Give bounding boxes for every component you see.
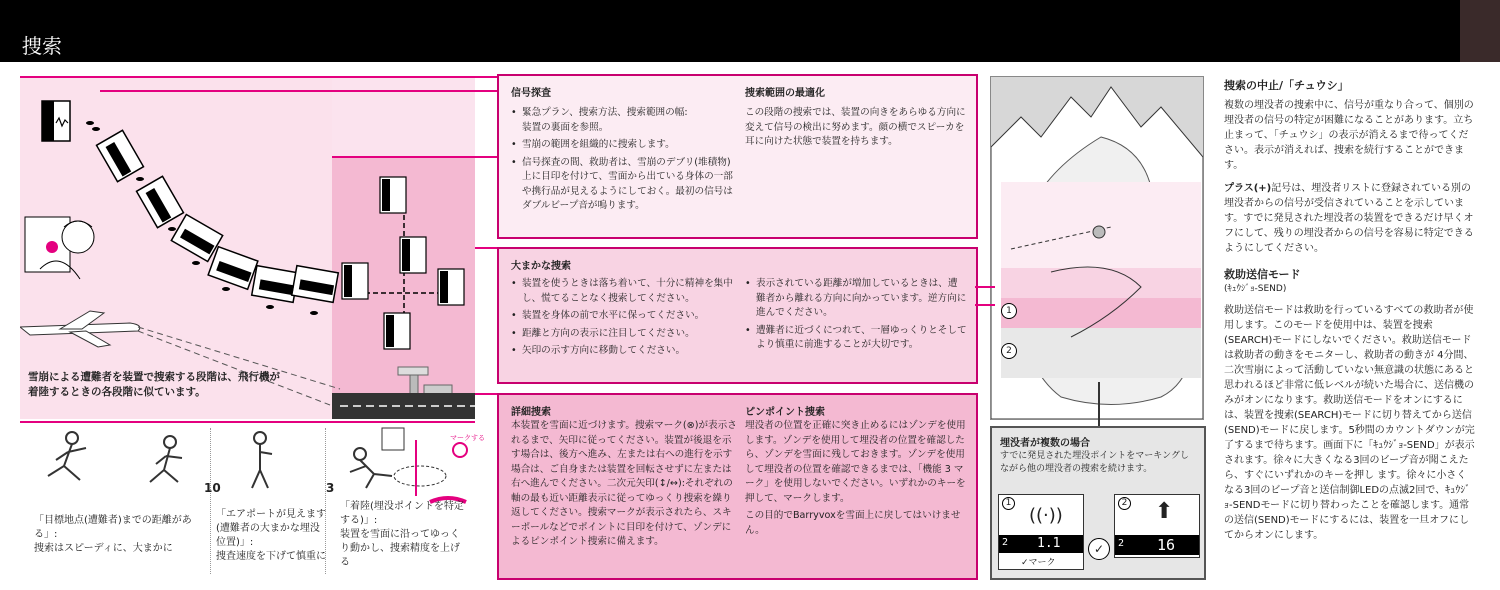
search-path-diagram xyxy=(20,77,475,419)
signal-icon: ((·)) xyxy=(1029,505,1063,526)
connector-2 xyxy=(332,156,497,158)
display-2-bar xyxy=(1115,535,1199,555)
fine-search-box xyxy=(497,393,978,580)
list-item: • 装置を使うときは落ち着いて、十分に精神を集中し、慌てることなく捜索してください。 xyxy=(511,277,739,306)
page-title: 捜索 xyxy=(22,34,62,58)
display-2-distance: 16 xyxy=(1157,536,1176,554)
marker-2: 2 xyxy=(1001,343,1017,359)
plus-symbol-body: 記号は、埋没者リストに登録されている別の埋没者からの信号が受信されていることを示しています。すでに発見された埋没者の装置をできるだけ早くオフにして、残りの埋没者からの信号を容易に特定できるようにしてください。 xyxy=(1224,183,1474,254)
coarse-search-list-right xyxy=(745,277,967,356)
connector-1 xyxy=(100,90,497,92)
check-arrow-icon: ✓ xyxy=(1088,538,1110,560)
list-item: • 信号探査の間、救助者は、雪崩のデブリ(堆積物)上に目印を付けて、雪面から出ている身体の一部や携行品が見えるようにしておく。最初の信号はダブルビープ音が鳴ります。 xyxy=(511,156,736,214)
list-item: • 遭難者に近づくにつれて、一層ゆっくりとそして より慎重に前進することが大切です。 xyxy=(745,324,967,353)
pinpoint-text: 埋没者の位置を正確に突き止めるにはゾンデを使用します。ゾンデを使用して埋没者の位置を確認したら、ゾンデを雪面に残しておきます。ゾンデを使用して埋没者の位置を確認できるまでは、「機能 3 マーク」を使用しないでください。いずれかのキーを押して、マークします。 xyxy=(745,420,966,504)
display-1-label: ✓マーク xyxy=(1021,558,1056,568)
rescue-send-text: 救助送信モードは救助を行っているすべての救助者が使用します。このモードを使用中は、装置を捜索(SEARCH)モードにしないでください。救助送信モードは救助者の動きをモニターし、救助者の動きが 4分間、二次雪崩によって活動していない無意識の状態にあると思われるほど非常に低レベルが続いた場合に、送信機のみがオンになります。救助送信モードをオンにするには、装置を捜索(SEARCH)モードに切り替えてから送信(SEND)モードに戻します。5秒間のカウントダウンが完了するまで待ちます。画面下に「ｷｭｳｼﾞｮ-SEND」が表示されます。徐々に大きくなる3回のビープ音が聞こえたら、すぐにいずれかのキーを押し ます。徐々に小さくなる3回のビープ音と送信制御LEDの点滅2回で、ｷｭｳｼﾞｮ-SENDモードに切り替わったことを確認します。通常の送信(SEND)モードにするには、装置を一旦オフにしてからオンにします。 xyxy=(1224,305,1475,541)
list-item: • 距離と方向の表示に注目してください。 xyxy=(511,327,739,342)
device-display-1 xyxy=(998,494,1084,570)
connector-3 xyxy=(475,247,497,249)
list-item: • 表示されている距離が増加しているときは、遭難者から離れる方向に向かっています。逆方向に進んでください。 xyxy=(745,277,967,321)
stop-search-text: 複数の埋没者の捜索中に、信号が重なり合って、個別の埋没者の信号の特定が困難になることがあります。立ち止まって、「チュウシ」の表示が消えるまで待ってください。表示が消えれば、捜索を続行することができます。 xyxy=(1224,100,1474,171)
illustration-caption: 雪崩による遭難者を装置で捜索する段階は、飛行機が着陸するときの各段階に似ています。 xyxy=(28,371,280,398)
display-2-count: 2 xyxy=(1118,538,1125,549)
list-item: • 雪崩の範囲を組織的に捜索します。 xyxy=(511,138,736,153)
step-number-10: 10 xyxy=(204,481,221,495)
plus-symbol-text xyxy=(1224,181,1476,256)
list-item: • 装置を身体の前で水平に保ってください。 xyxy=(511,309,739,324)
coarse-search-box xyxy=(497,247,978,384)
connector-mtn-2 xyxy=(975,304,995,306)
device-display-2 xyxy=(1114,494,1200,558)
marker-label: マークする xyxy=(450,434,485,442)
page-header xyxy=(0,0,1500,62)
pinpoint-heading: ピンポイント捜索 xyxy=(745,407,825,418)
connector-mtn-1 xyxy=(975,286,995,288)
connector-top xyxy=(20,76,497,78)
arrow-up-icon: ⬆ xyxy=(1155,499,1174,524)
display-1-count: 2 xyxy=(1002,537,1009,548)
plus-symbol-label: プラス(+) xyxy=(1224,183,1272,194)
optimize-text: この段階の捜索では、装置の向きをあらゆる方向に変えて信号の検出に努めます。顔の横でスピーカを耳に向けた状態で装置を持ちます。 xyxy=(745,107,966,147)
display-1-bar xyxy=(999,535,1083,553)
optimize-heading: 捜索範囲の最適化 xyxy=(745,88,825,99)
connector-4 xyxy=(475,393,497,395)
list-item: • 矢印の示す方向に移動してください。 xyxy=(511,344,739,359)
signal-search-heading: 信号探査 xyxy=(511,88,551,99)
multiple-victims-text: すでに発見された埋没ポイントをマーキングしながら他の埋没者の捜索を続けます。 xyxy=(1000,451,1190,474)
step-far-label: 「目標地点(遭難者)までの距離がある」: 捜索はスピーディに、大まかに xyxy=(34,515,192,554)
signal-search-list xyxy=(511,106,736,217)
step-number-3: 3 xyxy=(326,481,335,495)
marker-1: 1 xyxy=(1001,303,1017,319)
multiple-victims-heading: 埋没者が複数の場合 xyxy=(1000,438,1090,449)
signal-search-box xyxy=(497,74,978,239)
fine-search-heading: 詳細捜索 xyxy=(511,407,551,418)
rescue-send-heading: 救助送信モード xyxy=(1224,268,1301,281)
header-accent xyxy=(1460,0,1500,62)
step-divider-1 xyxy=(210,428,211,574)
display-1-distance: 1.1 xyxy=(1037,536,1061,551)
connector-bottom xyxy=(20,421,475,423)
display-2-number: 2 xyxy=(1118,497,1131,510)
fine-search-text: 本装置を雪面に近づけます。捜索マーク(⊗)が表示されるまで、矢印に従ってください。装置が後退を示す場合は、後方へ進み、左または右への進行を示す場合は、ご自身または装置を回転させずに左または右へ進んでください。二次元矢印(↕/↔):それぞれの軸の最も近い距離表示に従ってゆっくり捜索を繰り返してください。捜索マークが表示されたら、スキーポールなどでポイントに目印を付けて、ゾンデによるピンポイント捜索に備えます。 xyxy=(511,420,737,547)
pinpoint-warning: この目的でBarryvoxを雪面上に戻してはいけません。 xyxy=(745,510,961,536)
step-airport-label: 「エアポートが見えます(遭難者の大まかな埋没位置)」: 捜査速度を下げて慎重に xyxy=(216,509,326,562)
coarse-search-heading: 大まかな捜索 xyxy=(511,261,571,272)
connector-multi xyxy=(1098,382,1100,426)
rescue-send-sub: (ｷｭｳｼﾞｮ-SEND) xyxy=(1224,284,1287,294)
avalanche-area-diagram xyxy=(990,76,1204,420)
step-landing-label: 「着陸(埋没ポイントを特定する)」: 装置を雪面に沿ってゆっくり動かし、捜索精度を上げる xyxy=(340,501,464,568)
display-1-number: 1 xyxy=(1002,497,1015,510)
coarse-search-list-left xyxy=(511,277,739,362)
list-item: • 緊急プラン、捜索方法、捜索範囲の幅: 装置の裏面を参照。 xyxy=(511,106,736,135)
stop-search-heading: 捜索の中止/「チュウシ」 xyxy=(1224,79,1349,92)
right-column xyxy=(1224,77,1476,543)
multiple-victims-box xyxy=(990,426,1206,580)
